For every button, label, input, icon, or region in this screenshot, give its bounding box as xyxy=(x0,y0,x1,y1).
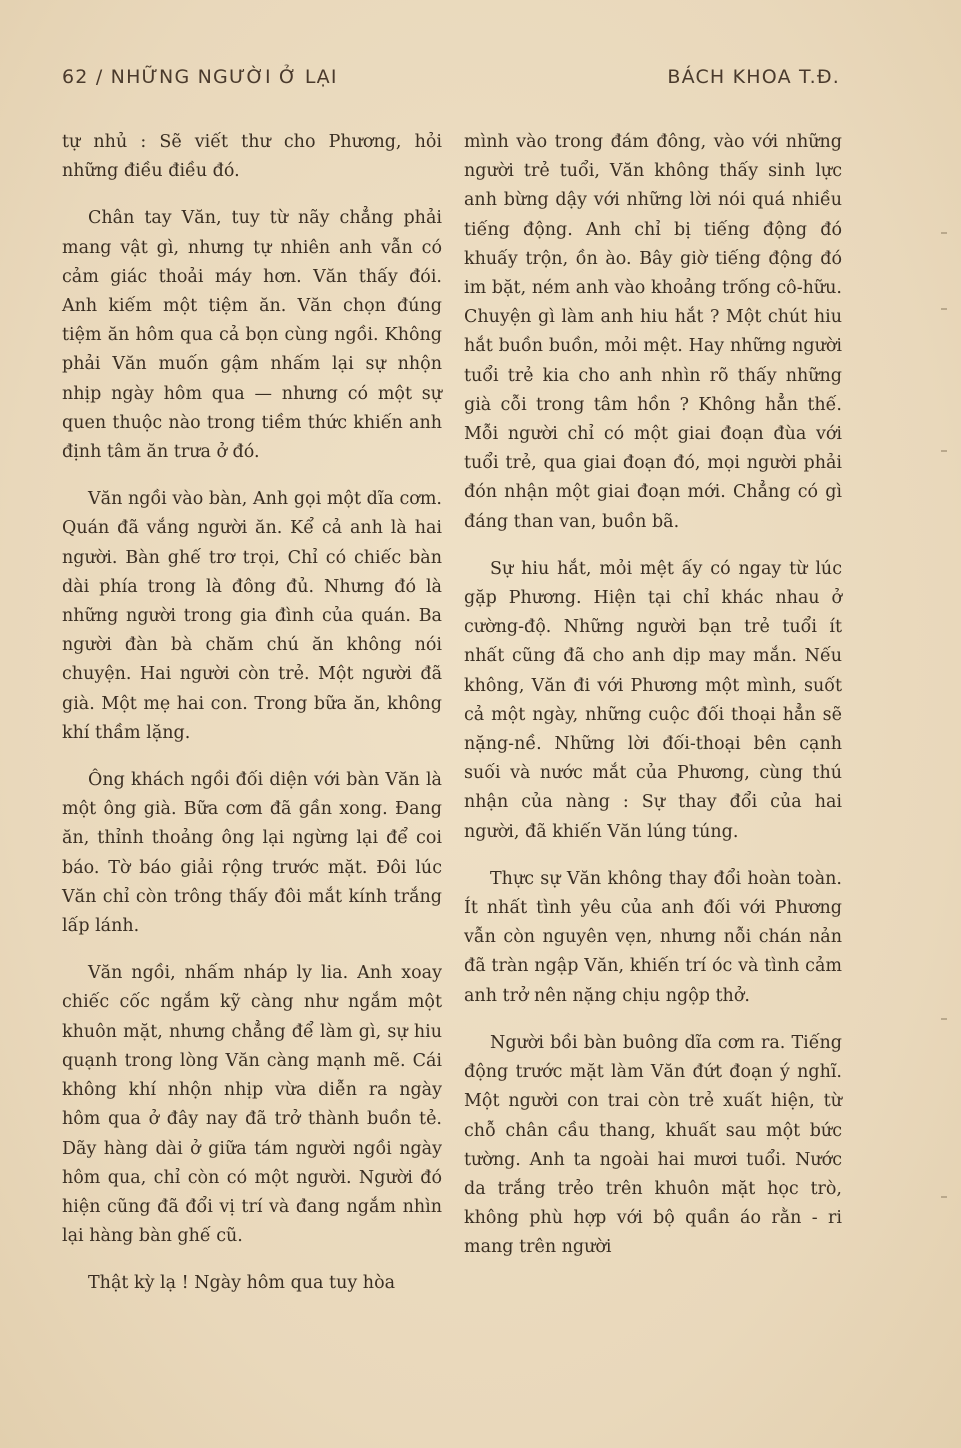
page-edge-mark xyxy=(941,232,947,234)
page-edge-mark xyxy=(941,1196,947,1198)
paragraph: Người bồi bàn buông dĩa cơm ra. Tiếng động trước mặt làm Văn đứt đoạn ý nghĩ. Một người con trai còn trẻ xuất hiện, từ chỗ chân cầu thang, khuất sau một bức tường. Anh ta ngoài hai mươi tuổi. Nước da trắng trẻo trên khuôn mặt học trò, không phù hợp với bộ quần áo rằn - ri mang trên người xyxy=(464,1032,842,1258)
right-column xyxy=(464,128,842,1281)
paragraph: Ông khách ngồi đối diện với bàn Văn là một ông già. Bữa cơm đã gần xong. Đang ăn, thỉnh thoảng ông lại ngừng lại để coi báo. Tờ báo giải rộng trước mặt. Đôi lúc Văn chỉ còn trông thấy đôi mắt kính trắng lấp lánh. xyxy=(62,770,442,937)
paragraph: Sự hiu hắt, mỏi mệt ấy có ngay từ lúc gặp Phương. Hiện tại chỉ khác nhau ở cường-độ. Những người bạn trẻ tuổi ít nhất cũng đã cho anh dịp may mắn. Nếu không, Văn đi với Phương một mình, suốt cả một ngày, những cuộc đối thoại hẳn sẽ nặng-nề. Những lời đối-thoại bên cạnh suối và nước mắt của Phương, cùng thú nhận của nàng : Sự thay đổi của hai người, đã khiến Văn lúng túng. xyxy=(464,558,842,842)
page-edge-mark xyxy=(941,1018,947,1020)
paragraph: Văn ngồi, nhấm nháp ly lia. Anh xoay chiếc cốc ngắm kỹ càng như ngắm một khuôn mặt, nhưng chẳng để làm gì, sự hiu quạnh trong lòng Văn càng mạnh mẽ. Cái không khí nhộn nhịp vừa diễn ra ngày hôm qua ở đây nay đã trở thành buồn tẻ. Dãy hàng dài ở giữa tám người ngồi ngày hôm qua, chỉ còn có một người. Người đó hiện cũng đã đổi vị trí và đang ngắm nhìn lại hàng bàn ghế cũ. xyxy=(62,963,442,1247)
page-edge-mark xyxy=(941,450,947,452)
paragraph: Chân tay Văn, tuy từ nãy chẳng phải mang vật gì, nhưng tự nhiên anh vẫn có cảm giác thoải máy hơn. Văn thấy đói. Anh kiếm một tiệm ăn. Văn chọn đúng tiệm ăn hôm qua cả bọn cùng ngồi. Không phải Văn muốn gậm nhấm lại sự nhộn nhịp ngày hôm qua — nhưng có một sự quen thuộc nào trong tiềm thức khiến anh định tâm ăn trưa ở đó. xyxy=(62,208,442,463)
paragraph: Văn ngồi vào bàn, Anh gọi một dĩa cơm. Quán đã vắng người ăn. Kể cả anh là hai người. Bàn ghế trơ trọi, Chỉ có chiếc bàn dài phía trong là đông đủ. Nhưng đó là những người trong gia đình của quán. Ba người đàn bà chăm chú ăn không nói chuyện. Hai người còn trẻ. Một người đã già. Một mẹ hai con. Trong bữa ăn, không khí thầm lặng. xyxy=(62,489,442,743)
running-header xyxy=(62,66,840,96)
left-column xyxy=(62,128,442,1317)
paragraph: mình vào trong đám đông, vào với những người trẻ tuổi, Văn không thấy sinh lực anh bừng dậy với những lời nói quá nhiều tiếng động. Anh chỉ bị tiếng động đó khuấy trộn, ồn ào. Bây giờ tiếng động đó im bặt, ném anh vào khoảng trống cô-hữu. Chuyện gì làm anh hiu hắt ? Một chút hiu hắt buồn buồn, mỏi mệt. Hay những người tuổi trẻ kia cho anh nhìn rõ thấy những già cỗi trong tâm hồn ? Không hẳn thế. Mỗi người chỉ có một giai đoạn đùa với tuổi trẻ, qua giai đoạn đó, mọi người phải đón nhận một giai đoạn mới. Chẳng có gì đáng than van, buồn bã. xyxy=(464,132,842,532)
page-edge-mark xyxy=(941,308,947,310)
header-page-title: 62 / NHỮNG NGƯỜI Ở LẠI xyxy=(62,66,338,88)
header-publication: BÁCH KHOA T.Đ. xyxy=(667,66,840,88)
paragraph: Thực sự Văn không thay đổi hoàn toàn. Ít nhất tình yêu của anh đối với Phương vẫn còn nguyên vẹn, nhưng nỗi chán nản đã tràn ngập Văn, khiến trí óc và tình cảm anh trở nên nặng chịu ngộp thở. xyxy=(464,868,842,1006)
paragraph: tự nhủ : Sẽ viết thư cho Phương, hỏi những điều điều đó. xyxy=(62,132,442,182)
paragraph: Thật kỳ lạ ! Ngày hôm qua tuy hòa xyxy=(88,1273,396,1294)
